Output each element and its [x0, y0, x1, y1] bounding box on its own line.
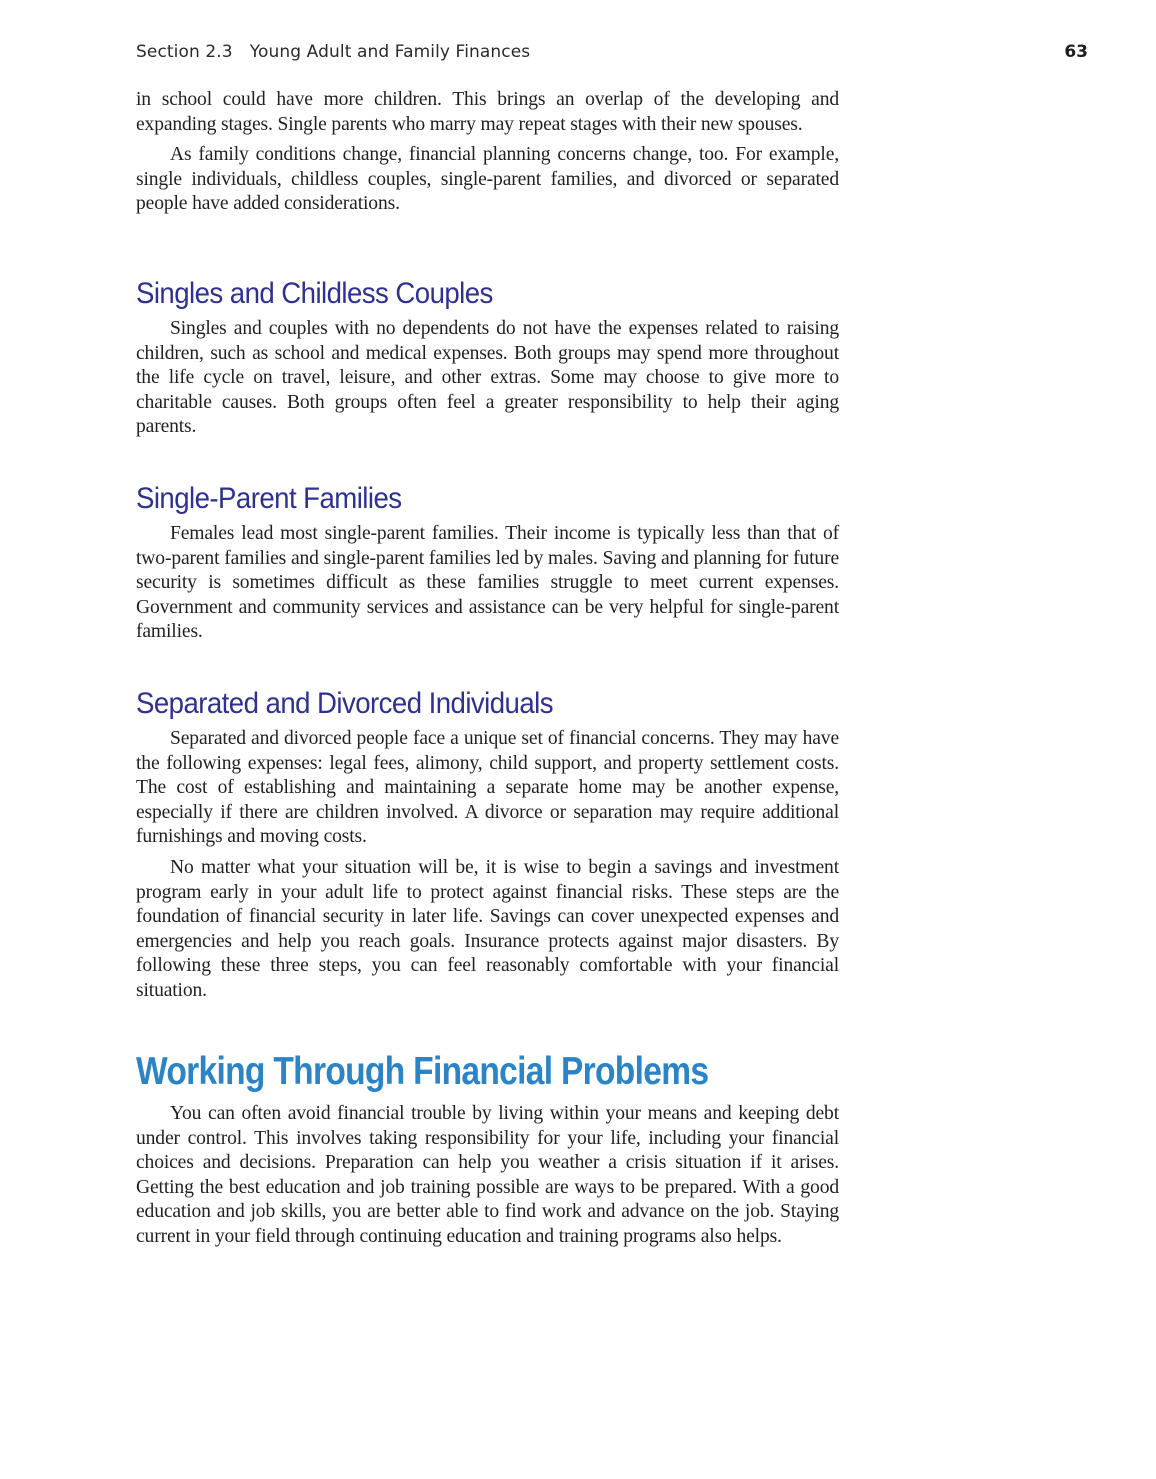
- running-head: [136, 42, 1088, 66]
- page-number: 63: [1064, 42, 1088, 62]
- main-heading: Working Through Financial Problems: [136, 1050, 709, 1093]
- section-heading: Separated and Divorced Individuals: [136, 687, 553, 720]
- section-paragraph: No matter what your situation will be, it is wise to begin a savings and investment program early in your adult life to protect against financial risks. These steps are the foundation of financial security in later life. Savings can cover unexpected expenses and emergencies and help you reach goals. Insurance protects against major disasters. By following these three steps, you can feel reasonably comfortable with your financial situation.: [136, 856, 839, 1001]
- intro-paragraph-1: in school could have more children. This brings an overlap of the developing and expanding stages. Single parents who marry may repeat stages with their new spouses.: [136, 89, 839, 135]
- section-heading: Singles and Childless Couples: [136, 277, 493, 310]
- section-working-through-financial-problems: [136, 1050, 839, 1256]
- section-paragraph: Singles and couples with no dependents do not have the expenses related to raising children, such as school and medical expenses. Both groups may spend more throughout the life cycle on travel, leisure, and other extras. Some may choose to give more to charitable causes. Both groups often feel a greater responsibility to help their aging parents.: [136, 318, 839, 438]
- main-paragraph: You can often avoid financial trouble by living within your means and keeping debt under control. This involves taking responsibility for your life, including your financial choices and decisions. Preparation can help you weather a crisis situation if it arises. Getting the best education and job training possible are ways to be prepared. With a good education and job skills, you are better able to find work and advance on the job. Staying current in your field through continuing education and training programs also helps.: [136, 1103, 839, 1247]
- section-singles-childless-couples: [136, 277, 839, 446]
- intro-paragraph-2: As family conditions change, financial planning concerns change, too. For example, single individuals, childless couples, single-parent families, and divorced or separated people have added considerations.: [136, 144, 839, 215]
- section-label: Section 2.3 Young Adult and Family Finances: [136, 42, 531, 62]
- section-paragraph: Females lead most single-parent families. Their income is typically less than that of two-parent families and single-parent families led by males. Saving and planning for future security is sometimes difficult as these families struggle to meet current expenses. Government and community services and assistance can be very helpful for single-parent families.: [136, 523, 839, 643]
- intro-block: [136, 88, 839, 223]
- section-paragraph: Separated and divorced people face a unique set of financial concerns. They may have the following expenses: legal fees, alimony, child support, and property settlement costs. The cost of establishing and maintaining a separate home may be another expense, especially if there are children involved. A divorce or separation may require additional furnishings and moving costs.: [136, 728, 839, 848]
- section-separated-divorced: [136, 687, 839, 1010]
- section-heading: Single-Parent Families: [136, 482, 402, 515]
- section-single-parent-families: [136, 482, 839, 651]
